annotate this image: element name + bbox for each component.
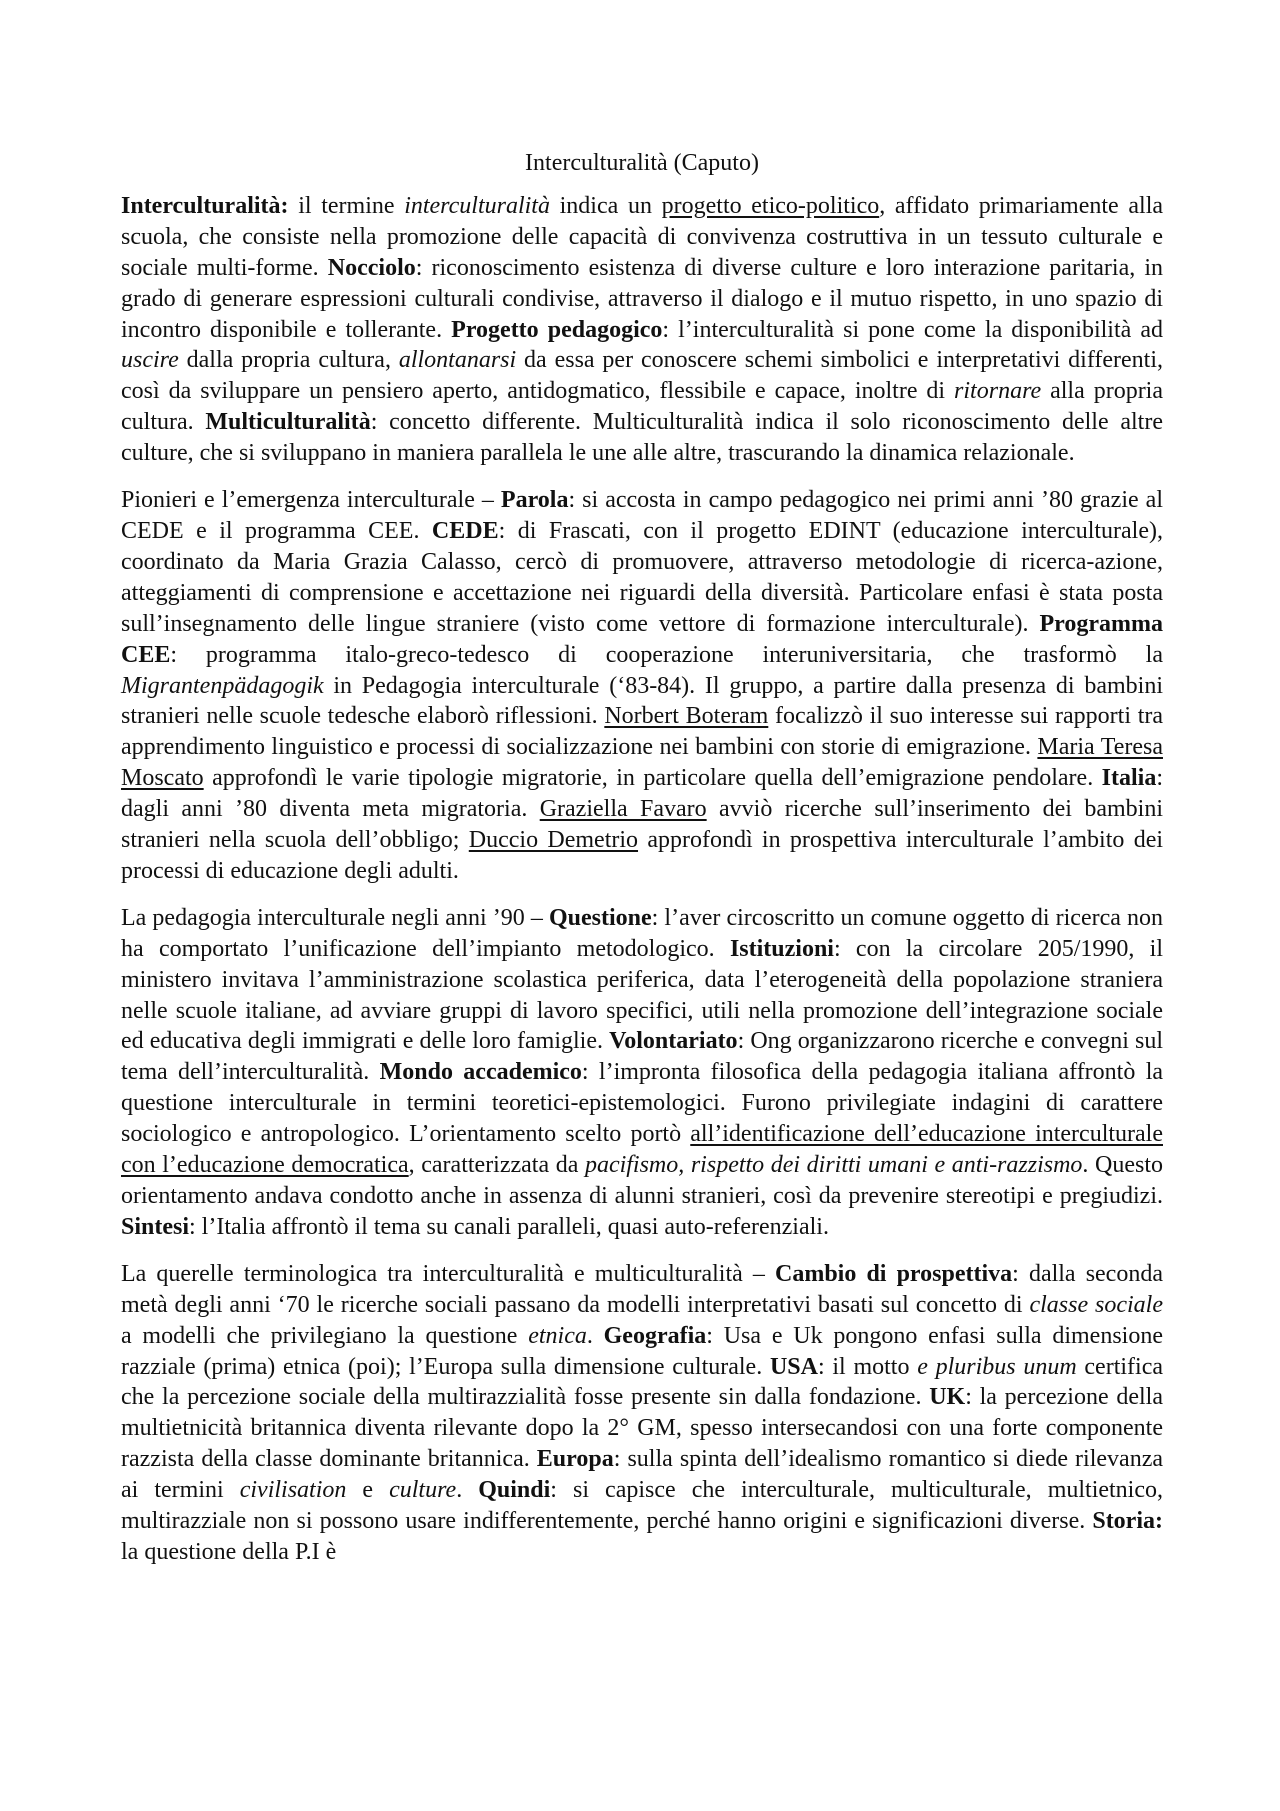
bold-term: CEDE	[431, 517, 499, 544]
document-body	[121, 148, 1163, 1584]
italic-term: classe sociale	[1029, 1291, 1163, 1318]
bold-term: Storia:	[1092, 1508, 1163, 1535]
text-run: .	[456, 1477, 479, 1504]
text-run: : l’interculturalità si pone come la disponibilità ad	[662, 316, 1164, 343]
paragraph	[121, 191, 1163, 469]
italic-term: Migrantenpädagogik	[121, 672, 324, 699]
text-run: il termine	[288, 192, 405, 219]
text-run: La pedagogia interculturale negli anni ’90 –	[121, 904, 549, 931]
paragraph	[121, 485, 1163, 887]
text-run: : l’aver circoscritto un comune oggetto di ricerca non ha comportato l’unificazione dell’impianto metodologico.	[121, 904, 1164, 962]
bold-term: Progetto pedagogico	[451, 316, 663, 343]
underlined-term: all’identificazione dell’educazione interculturale con l’educazione democratica	[121, 1121, 1163, 1179]
text-run: e	[346, 1477, 390, 1504]
underlined-term: Norbert Boteram	[604, 703, 769, 730]
italic-term: ritornare	[954, 378, 1042, 405]
underlined-term: Duccio Demetrio	[468, 827, 639, 854]
italic-term: allontanarsi	[398, 347, 517, 374]
underlined-term: Graziella Favaro	[539, 796, 707, 823]
text-run: La querelle terminologica tra interculturalità e multiculturalità –	[121, 1260, 775, 1287]
text-run: indica un	[549, 192, 662, 219]
underlined-term: Maria Teresa Moscato	[121, 734, 1163, 792]
italic-term: pacifismo, rispetto dei diritti umani e anti-razzismo	[584, 1152, 1083, 1179]
text-run: certifica che la percezione sociale della multirazzialità fosse presente sin dalla fondazione.	[121, 1353, 1164, 1411]
italic-term: e pluribus unum	[917, 1353, 1077, 1380]
text-run: alla propria cultura.	[121, 378, 1164, 436]
bold-term: Italia	[1101, 765, 1157, 792]
text-run: a modelli che privilegiano la questione	[121, 1322, 529, 1349]
bold-term: UK	[929, 1384, 966, 1411]
bold-term: Multiculturalità	[205, 409, 371, 436]
text-run: : la percezione della multietnicità britannica diventa rilevante dopo la 2° GM, spesso intersecandosi con una forte componente razzista della classe dominante britannica.	[121, 1384, 1163, 1473]
italic-term: interculturalità	[404, 192, 550, 219]
document-title: Interculturalità (Caputo)	[525, 150, 759, 176]
text-run: : si accosta in campo pedagogico nei primi anni ’80 grazie al CEDE e il programma CEE.	[121, 487, 1164, 544]
text-run: : si capisce che interculturale, multiculturale, multietnico, multirazziale non si possono usare indifferentemente, perché hanno origini e significazioni diverse.	[121, 1477, 1164, 1535]
italic-term: civilisation	[239, 1477, 347, 1504]
text-run: .	[586, 1322, 604, 1349]
bold-term: Nocciolo	[327, 254, 416, 281]
text-run: in Pedagogia interculturale (‘83-84). Il gruppo, a partire dalla presenza di bambini stranieri nelle scuole tedesche elaborò riflessioni.	[121, 672, 1163, 730]
text-run: : programma italo-greco-tedesco di cooperazione interuniversitaria, che trasformò la	[170, 641, 1163, 668]
text-run: focalizzò il suo interesse sui rapporti tra apprendimento linguistico e processi di socializzazione nei bambini con storie di emigrazione.	[121, 703, 1164, 761]
bold-term: Geografia	[603, 1322, 707, 1349]
text-run: Pionieri e l’emergenza interculturale –	[121, 487, 501, 514]
text-run: : Usa e Uk pongono enfasi sulla dimensione razziale (prima) etnica (poi); l’Europa sulla dimensione culturale.	[121, 1322, 1163, 1380]
text-run: : Ong organizzarono ricerche e convegni sul tema dell’interculturalità.	[121, 1028, 1163, 1086]
paragraph	[121, 903, 1163, 1243]
text-run: : riconoscimento esistenza di diverse culture e loro interazione paritaria, in grado di generare espressioni culturali condivise, attraverso il dialogo e il mutuo rispetto, in uno spazio di incontro disponibile e tollerante.	[121, 254, 1164, 343]
text-run: approfondì le varie tipologie migratorie, in particolare quella dell’emigrazione pendolare.	[203, 765, 1102, 792]
text-run: : dagli anni ’80 diventa meta migratoria.	[121, 765, 1163, 823]
text-run: : sulla spinta dell’idealismo romantico si diede rilevanza ai termini	[121, 1446, 1163, 1504]
bold-term: Sintesi	[121, 1213, 190, 1240]
bold-term: Istituzioni	[729, 935, 834, 962]
text-run: : l’Italia affrontò il tema su canali paralleli, quasi auto-referenziali.	[189, 1213, 829, 1240]
bold-term: USA	[769, 1353, 818, 1380]
bold-term: Mondo accademico	[379, 1059, 582, 1086]
bold-term: Volontariato	[609, 1028, 738, 1055]
text-run: la questione della P.I è	[121, 1538, 337, 1565]
paragraph	[121, 1259, 1163, 1568]
bold-term: Cambio di prospettiva	[775, 1260, 1013, 1287]
italic-term: etnica	[528, 1322, 587, 1349]
text-run: : concetto differente. Multiculturalità indica il solo riconoscimento delle altre culture, che si sviluppano in maniera parallela le une alle altre, trascurando la dinamica relazionale.	[121, 409, 1163, 467]
text-run: , affidato primariamente alla scuola, che consiste nella promozione delle capacità di convivenza costruttiva in un tessuto culturale e sociale multi-forme.	[121, 192, 1164, 281]
text-run: approfondì in prospettiva interculturale l’ambito dei processi di educazione degli adulti.	[121, 827, 1164, 884]
bold-term: Quindi	[478, 1477, 551, 1504]
italic-term: uscire	[121, 347, 179, 374]
paragraph-list	[121, 191, 1163, 1568]
text-run: dalla propria cultura,	[178, 347, 399, 374]
text-run: : l’impronta filosofica della pedagogia italiana affrontò la questione interculturale in termini teoretici-epistemologici. Furono privilegiate indagini di carattere sociologico e antropologico. L’orientamento scelto portò	[121, 1059, 1164, 1148]
text-run: avviò ricerche sull’inserimento dei bambini stranieri nella scuola dell’obbligo;	[121, 796, 1163, 854]
bold-term: Europa	[536, 1446, 614, 1473]
bold-term: Programma CEE	[121, 610, 1163, 668]
bold-term: Questione	[548, 904, 652, 931]
text-run: : con la circolare 205/1990, il ministero invitava l’amministrazione scolastica periferica, data l’eterogeneità della popolazione straniera nelle scuole italiane, ad avviare gruppi di lavoro specifici, utili nella promozione dell’integrazione sociale ed educativa degli immigrati e delle loro famiglie.	[121, 935, 1163, 1055]
text-run: : dalla seconda metà degli anni ‘70 le ricerche sociali passano da modelli interpretativi basati sul concetto di	[121, 1260, 1163, 1318]
text-run: da essa per conoscere schemi simbolici e interpretativi differenti, così da sviluppare un pensiero aperto, antidogmatico, flessibile e capace, inoltre di	[121, 347, 1163, 405]
text-run: : di Frascati, con il progetto EDINT (educazione interculturale), coordinato da Maria Grazia Calasso, cercò di promuovere, attraverso metodologie di ricerca-azione, atteggiamenti di comprensione e accettazione nei riguardi della diversità. Particolare enfasi è stata posta sull’insegnamento delle lingue straniere (visto come vettore di formazione interculturale).	[121, 517, 1163, 637]
text-run: . Questo orientamento andava condotto anche in assenza di alunni stranieri, così da prevenire stereotipi e pregiudizi.	[121, 1152, 1163, 1209]
bold-term: Parola	[500, 487, 569, 514]
text-run: : il motto	[817, 1353, 918, 1380]
text-run: , caratterizzata da	[408, 1152, 585, 1179]
italic-term: culture	[389, 1477, 457, 1504]
bold-term: Interculturalità:	[121, 192, 289, 219]
underlined-term: progetto etico-politico	[661, 192, 880, 219]
